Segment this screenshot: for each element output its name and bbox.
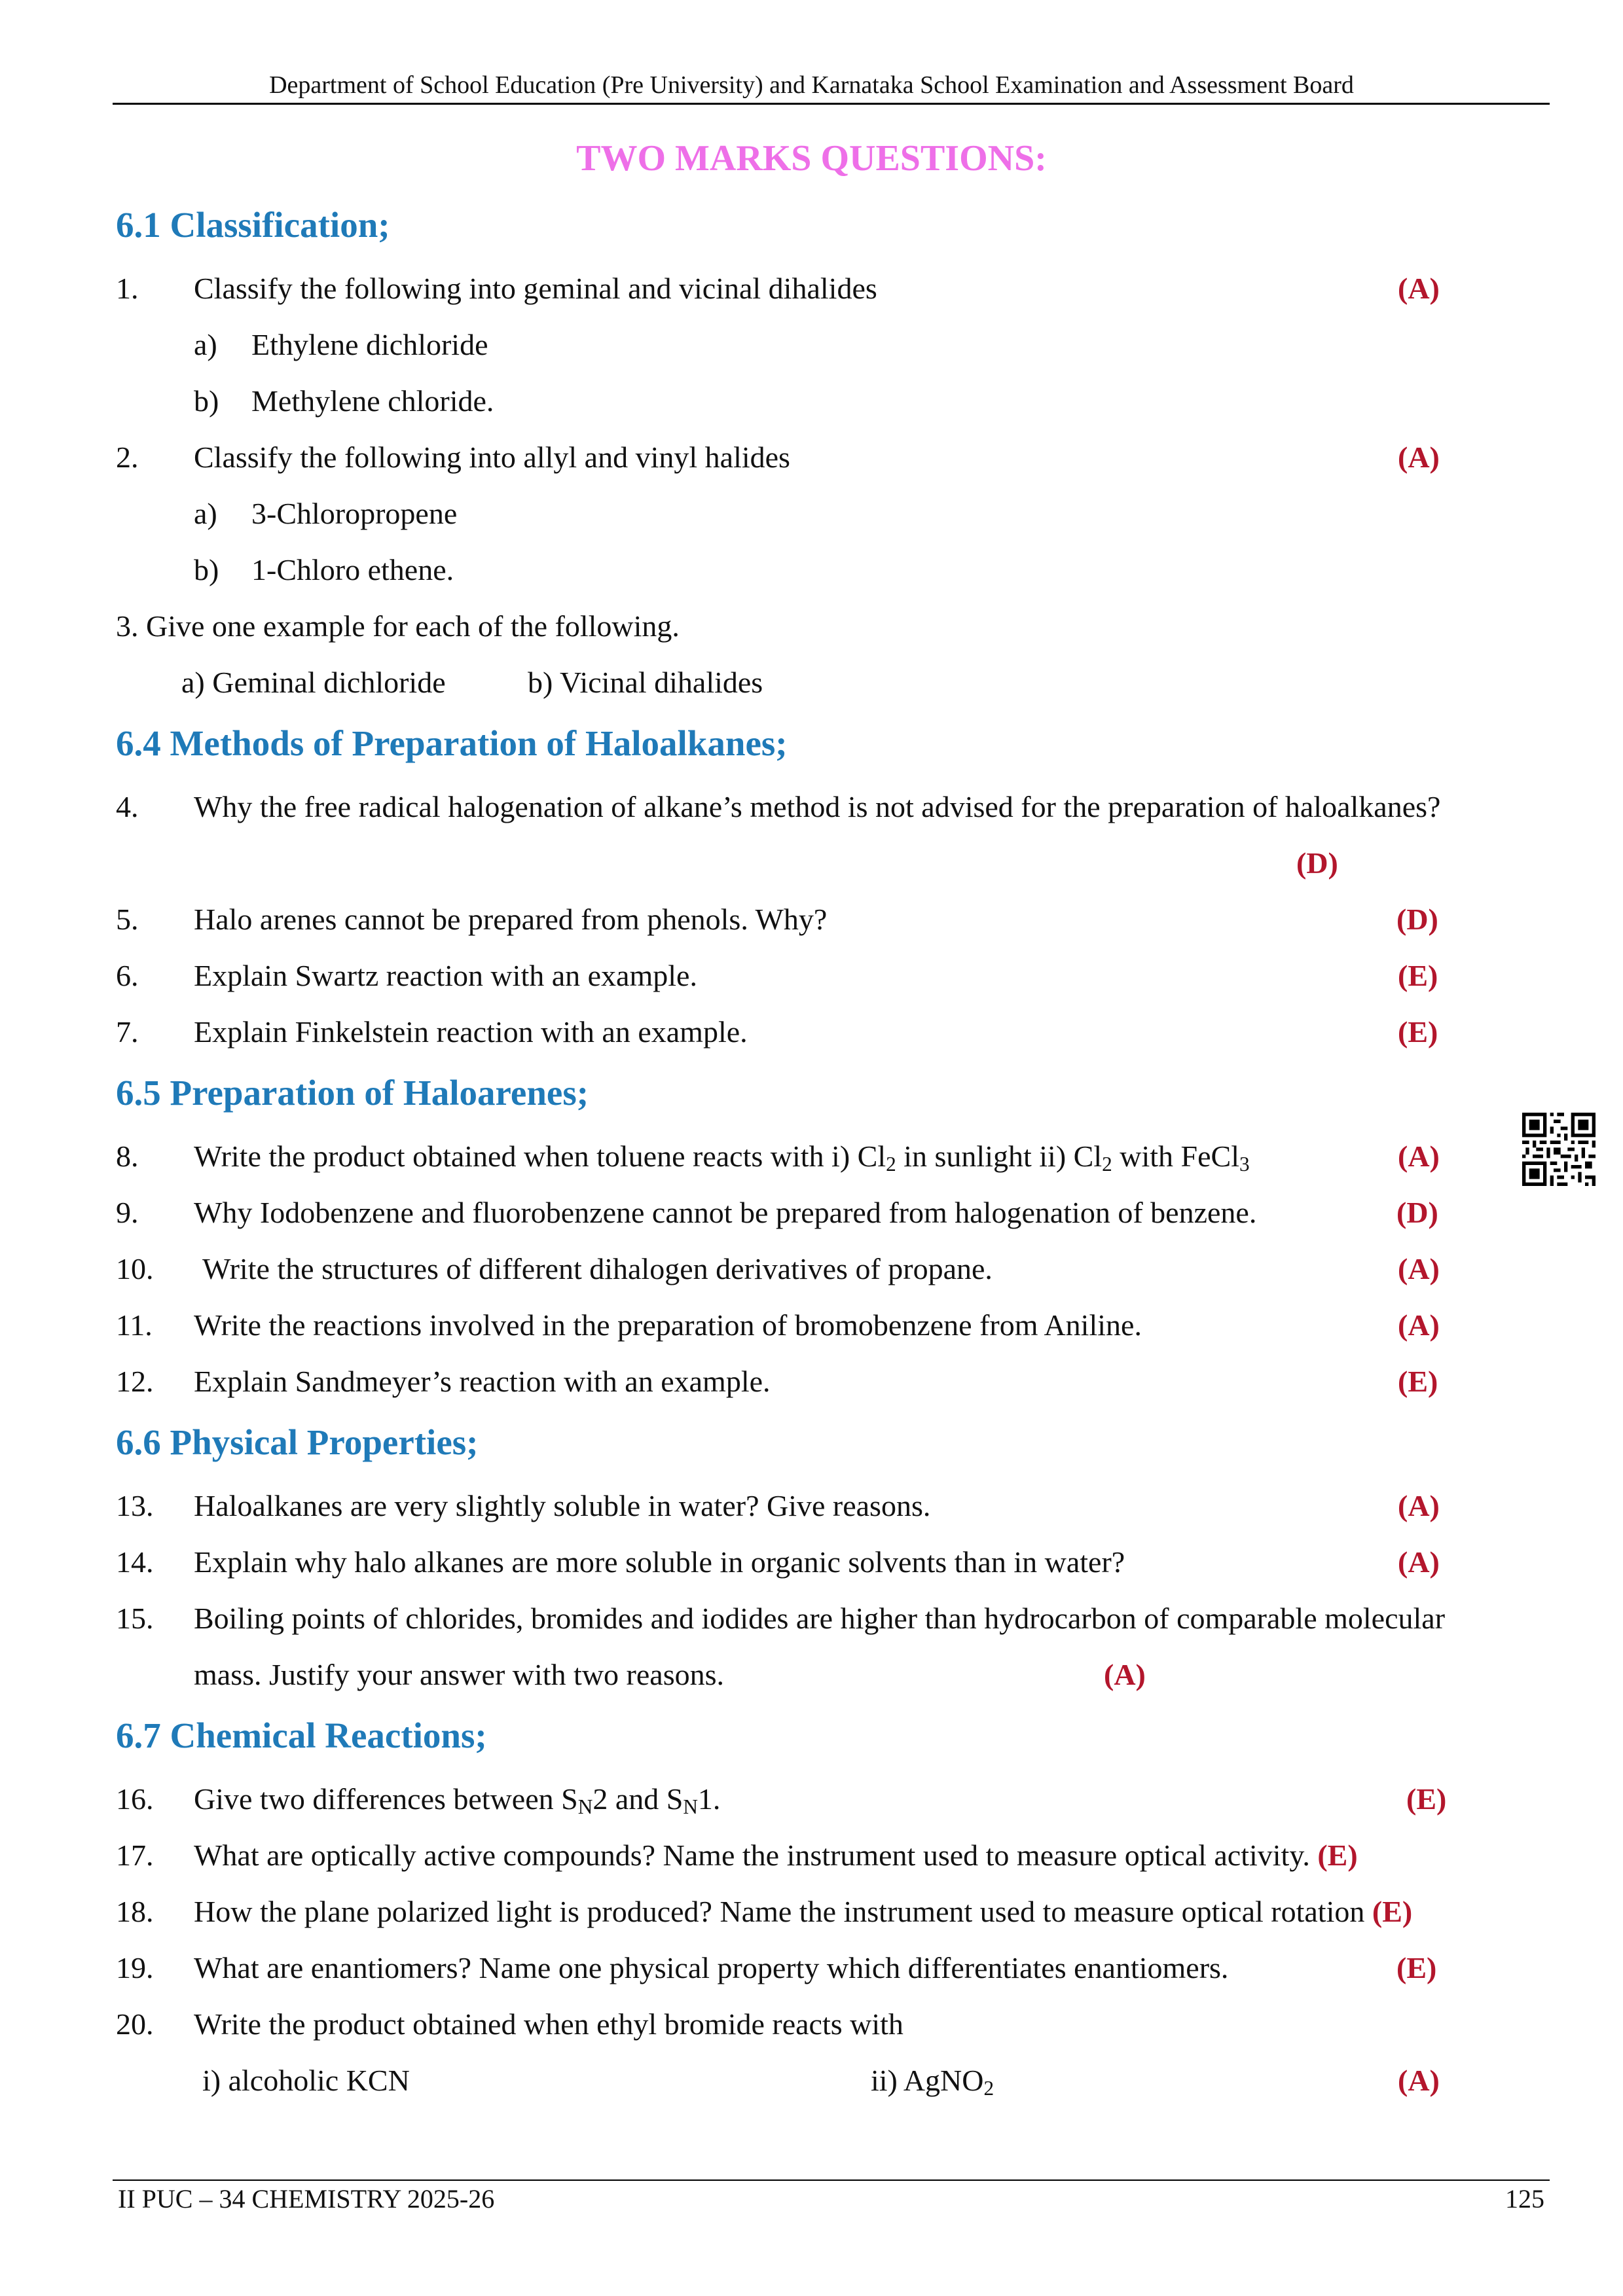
question-text: Classify the following into allyl and vinyl halides [194,440,790,474]
question-number: 13. [116,1489,154,1522]
question-tag: (A) [1398,1545,1440,1579]
question-tag: (E) [1398,1365,1438,1398]
question-tag: (E) [1317,1839,1358,1872]
question-text: Explain Sandmeyer’s reaction with an example. [194,1365,771,1398]
section-heading-chemical-reactions: 6.7 Chemical Reactions; [116,1715,487,1755]
question-number: 10. [116,1252,154,1285]
question-tag: (A) [1398,1489,1440,1522]
question-tag: (E) [1398,1015,1438,1049]
page-number: 125 [1505,2184,1544,2214]
header-rule [113,103,1550,105]
option-label: a) [194,497,217,530]
option-text: a) Geminal dichloride [181,666,446,699]
question-text: Why Iodobenzene and fluorobenzene cannot be prepared from halogenation of benzene. [194,1196,1257,1229]
option-text: 3-Chloropropene [251,497,458,530]
question-text: Classify the following into geminal and vicinal dihalides [194,272,877,305]
question-text: Write the product obtained when toluene reacts with i) $Cl_2$ in sunlight ii) $Cl_2$ with FeCl$_3$ [194,1139,1250,1175]
footer-rule [113,2179,1550,2181]
question-tag: (A) [1398,272,1440,305]
question-number: 2. [116,440,139,474]
option-label: b) [194,553,219,586]
question-tag: (A) [1398,1308,1440,1342]
option-text: Methylene chloride. [251,384,494,418]
question-number: 15. [116,1602,154,1635]
question-text: Write the product obtained when ethyl bromide reacts with [194,2007,903,2041]
option-label: b) [194,384,219,418]
option-text: b) Vicinal dihalides [528,666,763,699]
question-tag: (D) [1396,903,1438,936]
question-text: What are enantiomers? Name one physical property which differentiates enantiomers. [194,1951,1229,1984]
question-text: Why the free radical halogenation of alkane’s method is not advised for the preparation of haloalkanes? [194,790,1441,823]
question-tag: (A) [1104,1658,1146,1691]
page-title: TWO MARKS QUESTIONS: [576,138,1047,179]
question-tag: (E) [1396,1951,1437,1984]
question-text: Explain Swartz reaction with an example. [194,959,697,992]
question-text: What are optically active compounds? Name the instrument used to measure optical activity. (E) [194,1839,1358,1872]
option-text: 1-Chloro ethene. [251,553,454,586]
option-text: ii) AgNO$_2$ [871,2064,994,2100]
question-text: Halo arenes cannot be prepared from phenols. Why? [194,903,828,936]
question-tag: (E) [1398,959,1438,992]
question-number: 7. [116,1015,139,1049]
option-text: i) alcoholic KCN [202,2064,410,2097]
question-number: 18. [116,1895,154,1928]
section-heading-classification: 6.1 Classification; [116,205,390,245]
question-tag: (D) [1396,1196,1438,1229]
question-number: 6. [116,959,139,992]
question-text: 3. Give one example for each of the following. [116,609,680,643]
question-text: Explain why halo alkanes are more soluble in organic solvents than in water? [194,1545,1125,1579]
question-text: Haloalkanes are very slightly soluble in water? Give reasons. [194,1489,931,1522]
question-number: 19. [116,1951,154,1984]
question-tag: (A) [1398,1139,1440,1173]
question-tag: (E) [1406,1782,1447,1816]
question-number: 5. [116,903,139,936]
question-text: Give two differences between $S_N2$ and $S_N1$. [194,1782,721,1818]
question-text: How the plane polarized light is produced? Name the instrument used to measure optical rotation (E) [194,1895,1413,1928]
page-header: Department of School Education (Pre University) and Karnataka School Examination and Assessment Board [269,71,1354,99]
question-number: 4. [116,790,139,823]
footer-course: II PUC – 34 CHEMISTRY 2025-26 [118,2184,495,2214]
question-tag: (D) [1296,846,1338,880]
question-tag: (E) [1372,1895,1413,1928]
question-number: 16. [116,1782,154,1816]
qr-code-icon [1522,1113,1596,1186]
question-number: 1. [116,272,139,305]
question-text: Boiling points of chlorides, bromides and iodides are higher than hydrocarbon of comparable molecular [194,1602,1446,1635]
section-heading-preparation-haloalkanes: 6.4 Methods of Preparation of Haloalkanes; [116,723,788,763]
question-number: 12. [116,1365,154,1398]
question-tag: (A) [1398,440,1440,474]
question-number: 11. [116,1308,153,1342]
question-tag: (A) [1398,1252,1440,1285]
section-heading-preparation-haloarenes: 6.5 Preparation of Haloarenes; [116,1073,589,1113]
question-number: 8. [116,1139,139,1173]
question-number: 9. [116,1196,139,1229]
question-text-continued: mass. Justify your answer with two reasons. [194,1658,725,1691]
question-number: 14. [116,1545,154,1579]
option-label: a) [194,328,217,361]
question-tag: (A) [1398,2064,1440,2097]
question-text: Write the reactions involved in the preparation of bromobenzene from Aniline. [194,1308,1142,1342]
question-text: Write the structures of different dihalogen derivatives of propane. [202,1252,993,1285]
question-text: Explain Finkelstein reaction with an example. [194,1015,748,1049]
section-heading-physical-properties: 6.6 Physical Properties; [116,1422,479,1462]
question-number: 17. [116,1839,154,1872]
option-text: Ethylene dichloride [251,328,488,361]
question-number: 20. [116,2007,154,2041]
